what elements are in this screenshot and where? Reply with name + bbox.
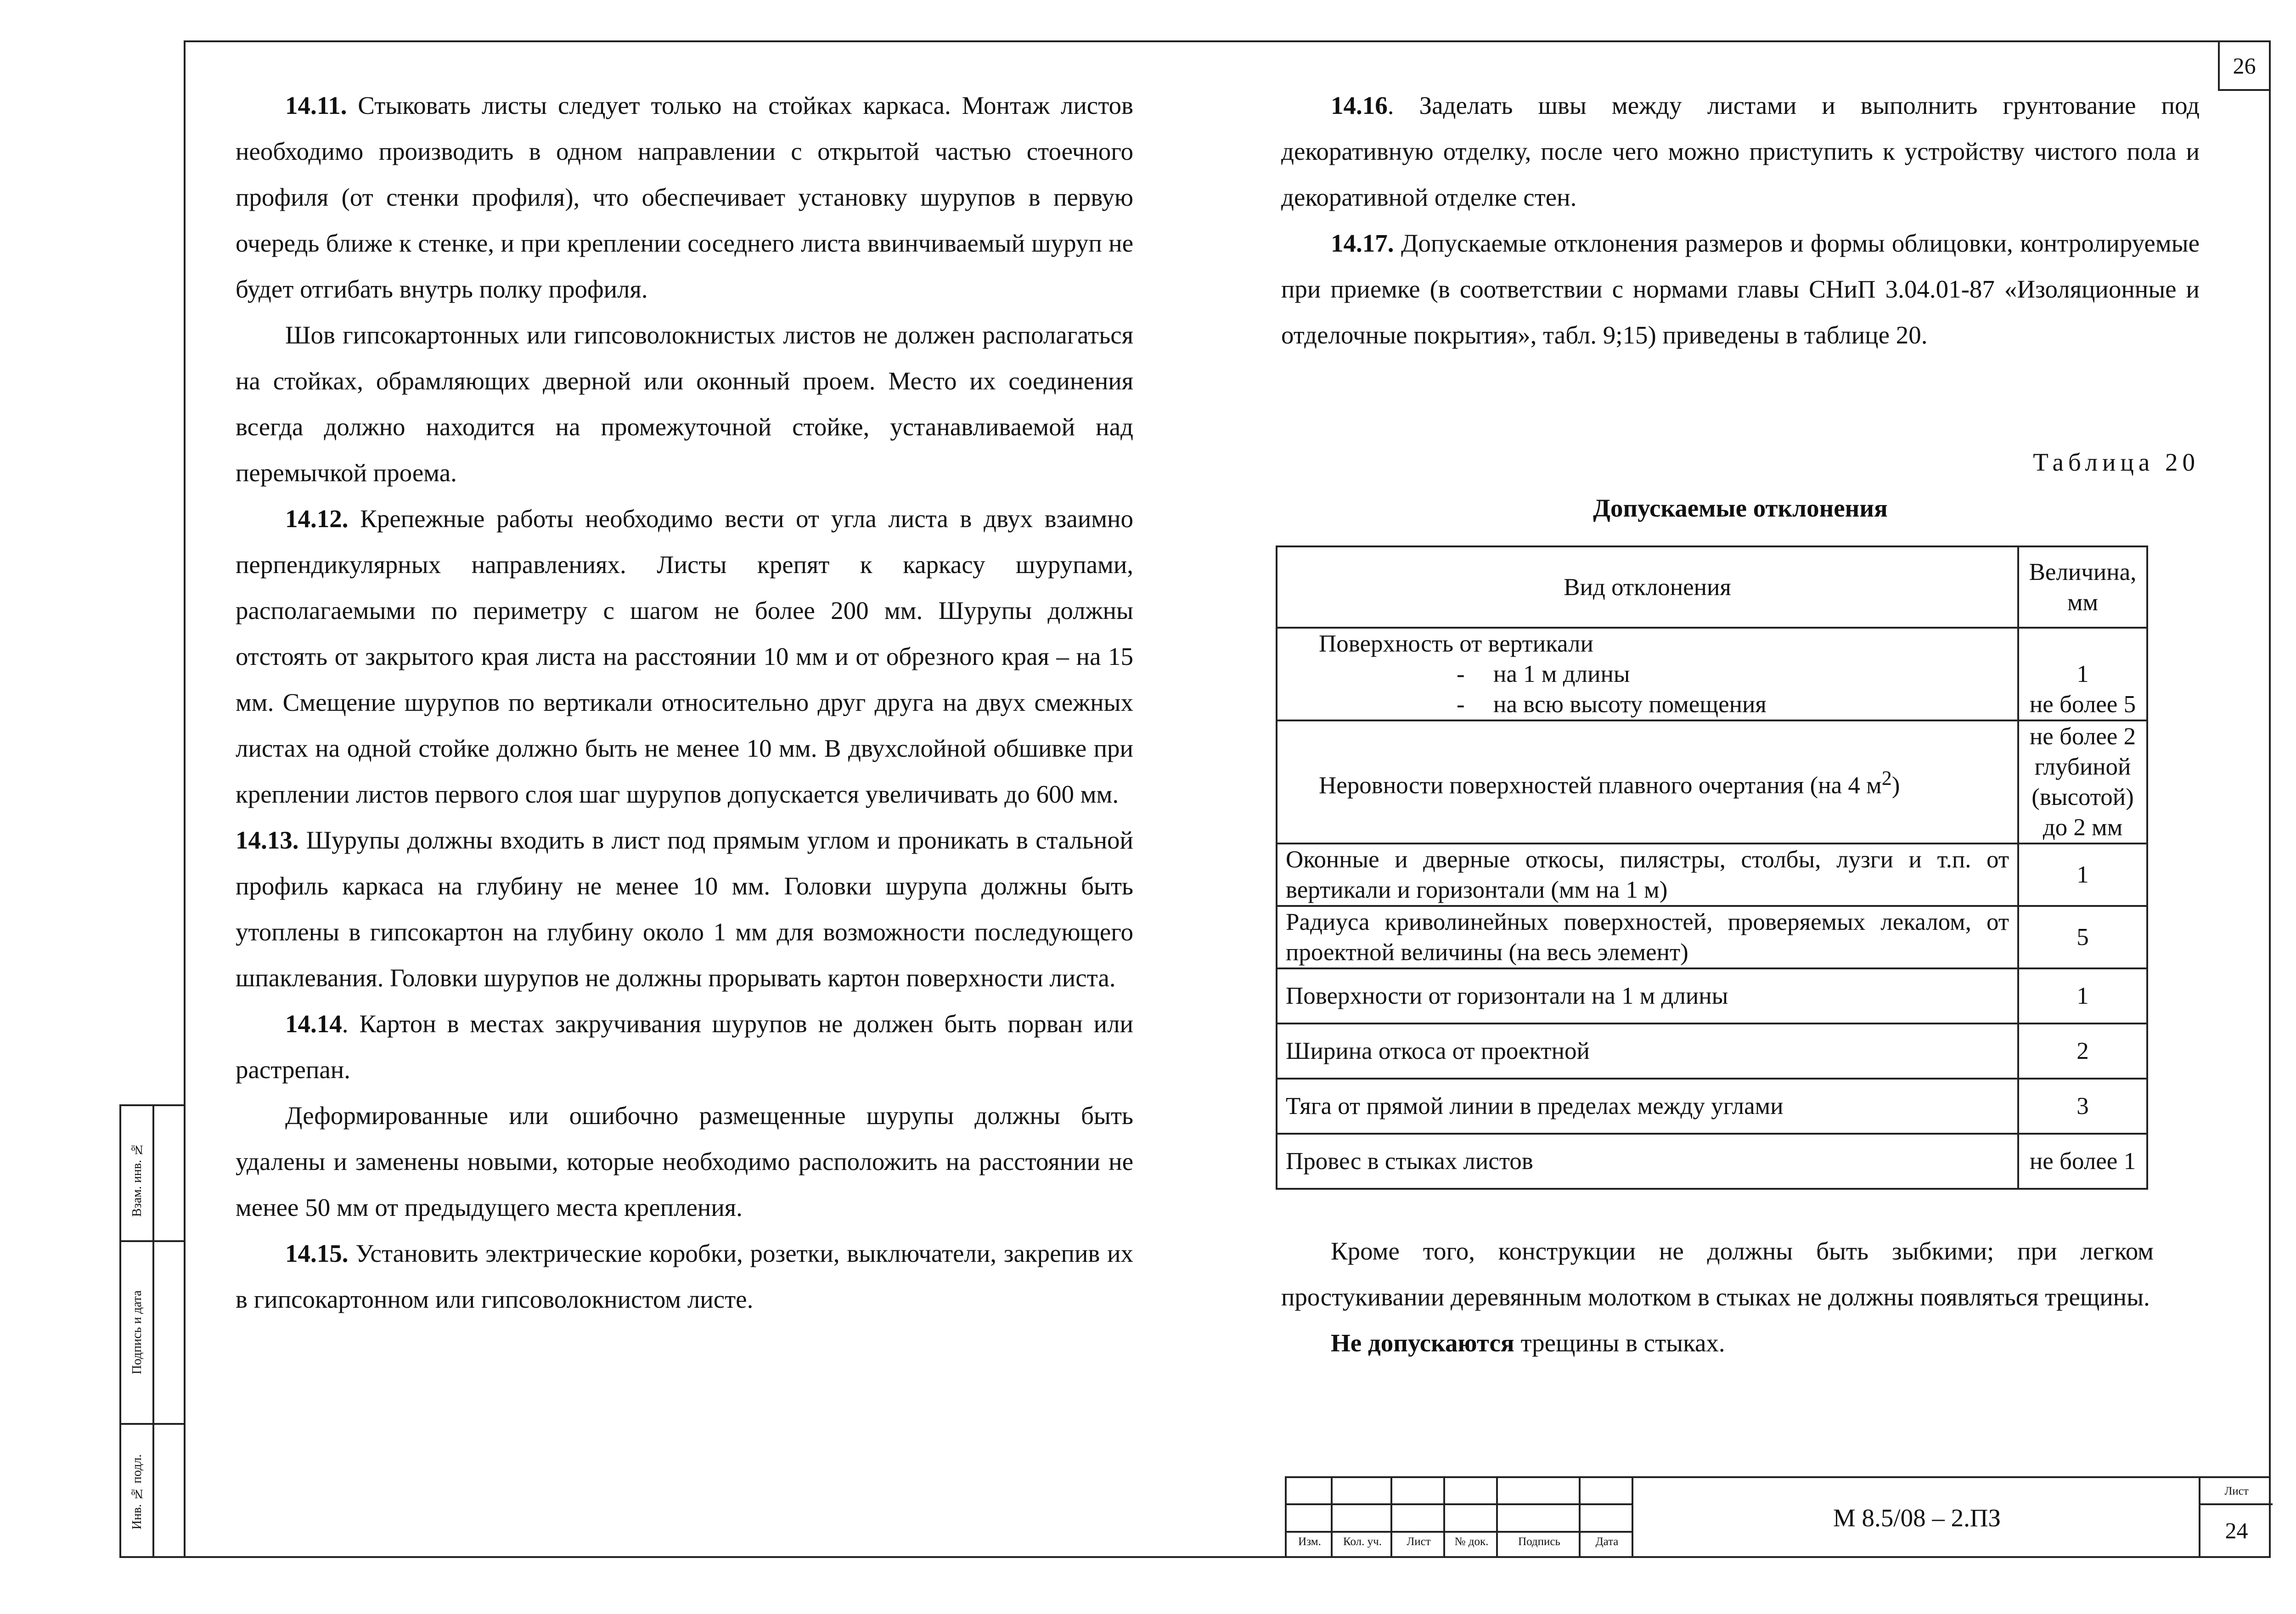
side-stamp xyxy=(119,1104,186,1558)
paragraph-no-cracks xyxy=(1281,1320,2200,1366)
deviations-table xyxy=(1276,545,2148,1190)
table-cell-kind: Радиуса криволинейных поверхностей, проверяемых лекалом, от проектной величины (на весь элемент) xyxy=(1277,906,2018,968)
paragraph-text: Установить электрические коробки, розетки, выключатели, закрепив их в гипсокартонном или гипсоволокнистом листе. xyxy=(236,1239,1133,1313)
side-stamp-divider xyxy=(152,1106,154,1556)
dash: - xyxy=(1457,691,1465,718)
table-cell-kind: Провес в стыках листов xyxy=(1277,1134,2018,1189)
table-cell-value: 3 xyxy=(2018,1079,2147,1134)
paragraph-14-11 xyxy=(236,83,1133,312)
clause-number: 14.14 xyxy=(285,1010,342,1038)
paragraph-14-12 xyxy=(236,496,1133,817)
clause-number: 14.12. xyxy=(285,505,349,533)
title-block xyxy=(1285,1476,2271,1558)
row-subitem xyxy=(1319,689,2009,720)
table-cell-kind: Тяга от прямой линии в пределах между углами xyxy=(1277,1079,2018,1134)
clause-number: 14.16 xyxy=(1331,91,1388,119)
table-cell-kind: Поверхности от горизонтали на 1 м длины xyxy=(1277,968,2018,1024)
table-cell-value xyxy=(2018,628,2147,720)
page-corner-number: 26 xyxy=(2218,40,2271,91)
clause-number: 14.11. xyxy=(285,91,347,119)
paragraph-text: Стыковать листы следует только на стойках каркаса. Монтаж листов необходимо производить в одном направлении с открытой частью стоечного профиля (от стенки профиля), что обеспечивает установку шурупов в первую очередь ближе к стенке, и при креплении соседнего листа ввинчиваемый шуруп не будет отгибать внутрь полку профиля. xyxy=(236,91,1133,303)
table-row xyxy=(1277,1079,2147,1134)
subitem-text: на 1 м длины xyxy=(1493,661,1630,687)
table-cell-value: 1 xyxy=(2018,968,2147,1024)
table-row xyxy=(1277,844,2147,906)
sheet-number: 24 xyxy=(2225,1518,2248,1543)
side-label-inv: Инв. № подл. xyxy=(130,1454,144,1530)
row-text: Неровности поверхностей плавного очертания (на 4 м xyxy=(1319,772,1882,799)
table-row xyxy=(1277,968,2147,1024)
emphasis: Не допускаются xyxy=(1331,1329,1514,1357)
paragraph-text: . Заделать швы между листами и выполнить грунтование под декоративную отделку, после чего можно приступить к устройству чистого пола и декоративной отделке стен. xyxy=(1281,91,2200,211)
paragraph-14-16 xyxy=(1281,83,2200,220)
tb-row-line xyxy=(1287,1503,1633,1505)
table-row xyxy=(1277,628,2147,720)
paragraph-deformed-screws: Деформированные или ошибочно размещенные шурупы должны быть удалены и заменены новыми, которые необходимо расположить на расстоянии не менее 50 мм от предыдущего места крепления. xyxy=(236,1102,1133,1221)
table-header-row xyxy=(1277,546,2147,628)
table-cell-value: 1 xyxy=(2018,844,2147,906)
closing-text xyxy=(1281,1228,2200,1366)
col-header-value: Величина, мм xyxy=(2018,546,2147,628)
paragraph-rigidity: Кроме того, конструкции не должны быть зыбкими; при легком простукивании деревянным молотком в стыках не должны появляться трещины. xyxy=(1281,1237,2154,1311)
table-cell-kind xyxy=(1277,628,2018,720)
paragraph-14-14 xyxy=(236,1001,1133,1093)
document-code: М 8.5/08 – 2.ПЗ xyxy=(1833,1504,2001,1532)
tb-row-line xyxy=(1287,1531,1633,1533)
paragraph-14-15 xyxy=(236,1231,1133,1322)
tb-row-line xyxy=(2200,1503,2273,1505)
table-row xyxy=(1277,720,2147,844)
paragraph-text: Допускаемые отклонения размеров и формы облицовки, контролируемые при приемке (в соответствии с нормами главы СНиП 3.04.01-87 «Изоляционные и отделочные покрытия», табл. 9;15) приведены в таблице 20. xyxy=(1281,229,2200,349)
clause-number: 14.13. xyxy=(236,826,299,854)
table-cell-kind: Ширина откоса от проектной xyxy=(1277,1024,2018,1079)
clause-number: 14.15. xyxy=(285,1239,349,1267)
superscript: 2 xyxy=(1881,767,1892,790)
table-cell-value: не более 1 xyxy=(2018,1134,2147,1189)
subitem-text: на всю высоту помещения xyxy=(1493,691,1767,718)
paragraph-14-13 xyxy=(236,817,1133,1001)
side-label-vzam: Взам. инв. № xyxy=(130,1142,144,1217)
tb-label-podpis: Подпись xyxy=(1518,1535,1560,1548)
table-cell-kind xyxy=(1277,720,2018,844)
value-text: 1 xyxy=(2077,661,2089,687)
tb-label-sheet: Лист xyxy=(2224,1485,2249,1497)
table-row xyxy=(1277,1024,2147,1079)
table-cell-value: не более 2 глубиной (высотой) до 2 мм xyxy=(2018,720,2147,844)
row-text: ) xyxy=(1891,772,1900,799)
side-label-podpis: Подпись и дата xyxy=(130,1290,144,1374)
table-number-label: Таблица 20 xyxy=(2033,448,2200,476)
side-stamp-row-line xyxy=(121,1240,184,1242)
paragraph-seam: Шов гипсокартонных или гипсоволокнистых листов не должен располагаться на стойках, обрамляющих дверной или оконный проем. Место их соединения всегда должно находится на промежуточной стойке, устанавливаемой над перемычкой проема. xyxy=(236,321,1133,487)
value-text: не более 5 xyxy=(2029,691,2136,718)
paragraph-14-17 xyxy=(1281,220,2200,358)
table-cell-value: 2 xyxy=(2018,1024,2147,1079)
tb-label-data: Дата xyxy=(1595,1535,1619,1548)
dash: - xyxy=(1457,661,1465,687)
tb-label-kol: Кол. уч. xyxy=(1343,1535,1382,1548)
row-subitem xyxy=(1319,659,2009,689)
paragraph-text: . Картон в местах закручивания шурупов не должен быть порван или растрепан. xyxy=(236,1010,1133,1084)
table-title: Допускаемые отклонения xyxy=(1593,494,1888,522)
paragraph-text: Крепежные работы необходимо вести от угла листа в двух взаимно перпендикулярных направлениях. Листы крепят к каркасу шурупами, располагаемыми по периметру с шагом не более 200 мм. Шурупы должны отстоять от закрытого края листа на расстоянии 10 мм и от обрезного края – на 15 мм. Смещение шурупов по вертикали относительно друг друга на двух смежных листах на одной стойке должно быть не менее 10 мм. В двухслойной обшивке при креплении листов первого слоя шаг шурупов допускается увеличивать до 600 мм. xyxy=(236,505,1133,808)
tb-label-ndok: № док. xyxy=(1454,1535,1489,1548)
paragraph-text: Шурупы должны входить в лист под прямым углом и проникать в стальной профиль каркаса на глубину не менее 10 мм. Головки шурупа должны быть утоплены в гипсокартон на глубину около 1 мм для возможности последующего шпаклевания. Головки шурупов не должны прорывать картон поверхности листа. xyxy=(236,826,1133,992)
clause-number: 14.17. xyxy=(1331,229,1394,257)
side-stamp-row-line xyxy=(121,1423,184,1425)
table-cell-value: 5 xyxy=(2018,906,2147,968)
table-cell-kind: Оконные и дверные откосы, пилястры, столбы, лузги и т.п. от вертикали и горизонтали (мм на 1 м) xyxy=(1277,844,2018,906)
table-row xyxy=(1277,1134,2147,1189)
paragraph-text: трещины в стыках. xyxy=(1514,1329,1725,1357)
tb-label-izm: Изм. xyxy=(1298,1535,1321,1548)
left-column xyxy=(236,83,1133,1322)
tb-label-list: Лист xyxy=(1407,1535,1431,1548)
right-column xyxy=(1281,83,2200,358)
table-row xyxy=(1277,906,2147,968)
col-header-kind: Вид отклонения xyxy=(1277,546,2018,628)
row-text: Поверхность от вертикали xyxy=(1319,630,1593,657)
